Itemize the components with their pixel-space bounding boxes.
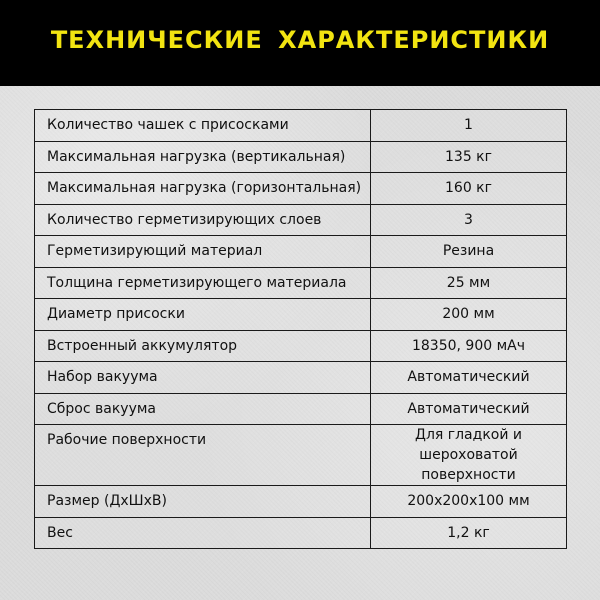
spec-label: Герметизирующий материал — [35, 236, 371, 268]
spec-value: 18350, 900 мАч — [371, 330, 567, 362]
table-row — [35, 204, 567, 236]
spec-value: 1 — [371, 110, 567, 142]
spec-label: Рабочие поверхности — [35, 425, 371, 486]
table-row — [35, 425, 567, 486]
spec-label: Сброс вакуума — [35, 393, 371, 425]
spec-label: Размер (ДхШхВ) — [35, 486, 371, 518]
spec-value: 135 кг — [371, 141, 567, 173]
spec-label: Толщина герметизирующего материала — [35, 267, 371, 299]
table-row — [35, 486, 567, 518]
spec-value: 3 — [371, 204, 567, 236]
spec-label: Количество чашек с присосками — [35, 110, 371, 142]
table-row — [35, 141, 567, 173]
spec-value: 1,2 кг — [371, 517, 567, 549]
spec-value: Автоматический — [371, 393, 567, 425]
table-row — [35, 173, 567, 205]
spec-value: 25 мм — [371, 267, 567, 299]
spec-value-line: шероховатой поверхности — [419, 447, 518, 483]
table-row — [35, 267, 567, 299]
header-banner — [0, 0, 600, 86]
spec-label: Набор вакуума — [35, 362, 371, 394]
spec-value: 200х200х100 мм — [371, 486, 567, 518]
spec-value-line: Для гладкой и — [415, 427, 522, 443]
table-row — [35, 517, 567, 549]
spec-value — [371, 425, 567, 486]
spec-label: Вес — [35, 517, 371, 549]
table-row — [35, 362, 567, 394]
table-row — [35, 110, 567, 142]
spec-value: 200 мм — [371, 299, 567, 331]
spec-value: 160 кг — [371, 173, 567, 205]
specs-table — [34, 109, 567, 549]
spec-label: Встроенный аккумулятор — [35, 330, 371, 362]
table-row — [35, 236, 567, 268]
table-row — [35, 393, 567, 425]
page-title: ТЕХНИЧЕСКИЕ ХАРАКТЕРИСТИКИ — [50, 26, 550, 54]
spec-value: Резина — [371, 236, 567, 268]
spec-value: Автоматический — [371, 362, 567, 394]
spec-label: Максимальная нагрузка (горизонтальная) — [35, 173, 371, 205]
spec-label: Количество герметизирующих слоев — [35, 204, 371, 236]
spec-label: Диаметр присоски — [35, 299, 371, 331]
table-row — [35, 330, 567, 362]
table-row — [35, 299, 567, 331]
spec-label: Максимальная нагрузка (вертикальная) — [35, 141, 371, 173]
